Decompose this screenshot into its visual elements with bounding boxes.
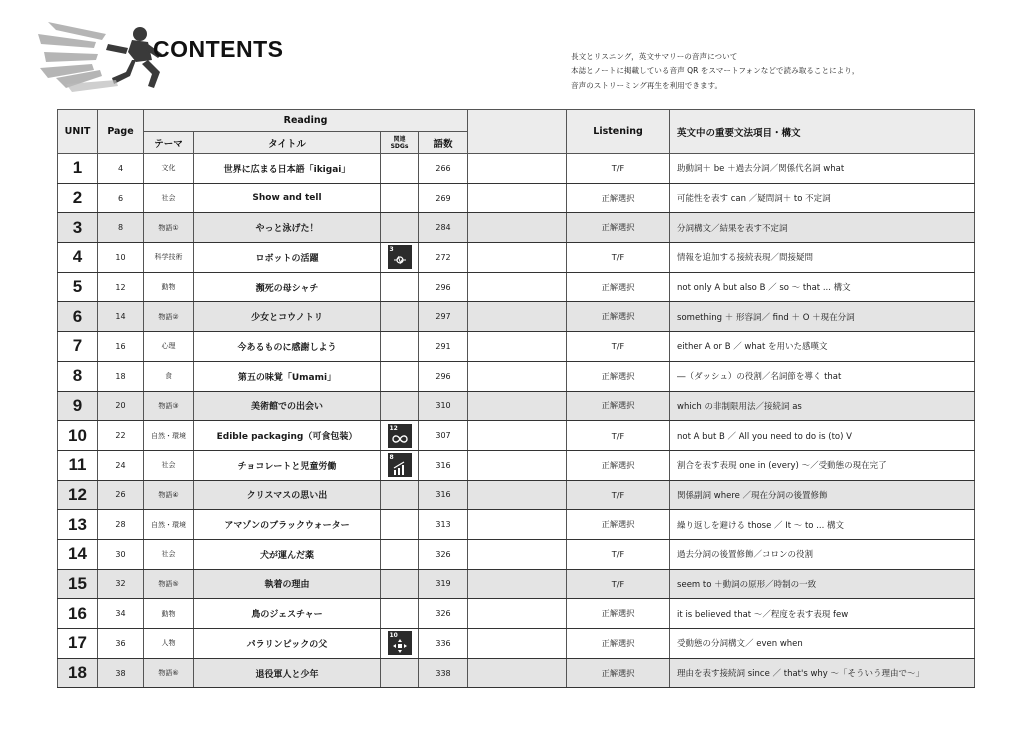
sdg-3-icon <box>388 245 412 269</box>
theme-cell: 物語③ <box>144 391 194 421</box>
theme-cell: 物語① <box>144 213 194 243</box>
listening-type: 正解選択 <box>567 658 670 688</box>
audio-notes <box>571 50 859 93</box>
grammar-points: something ＋ 形容詞／ find ＋ O ＋現在分詞 <box>670 302 975 332</box>
theme-cell: 自然・環境 <box>144 421 194 451</box>
grammar-points: 受動態の分詞構文／ even when <box>670 629 975 659</box>
reading-title: 美術館での出会い <box>194 391 381 421</box>
unit-number: 16 <box>58 599 98 629</box>
word-count: 307 <box>419 421 468 451</box>
sdg-cell <box>381 450 419 480</box>
sdg-number: 8 <box>389 454 394 462</box>
sdg-cell <box>381 510 419 540</box>
word-count: 336 <box>419 629 468 659</box>
blank-cell <box>468 243 567 273</box>
theme-cell: 物語⑤ <box>144 569 194 599</box>
sdg-cell <box>381 361 419 391</box>
table-row <box>58 510 975 540</box>
blank-cell <box>468 302 567 332</box>
theme-cell: 動物 <box>144 599 194 629</box>
reading-title: 犬が運んだ薬 <box>194 539 381 569</box>
sdg-cell <box>381 213 419 243</box>
word-count: 284 <box>419 213 468 243</box>
table-row <box>58 658 975 688</box>
sdg-cell <box>381 421 419 451</box>
word-count: 296 <box>419 272 468 302</box>
header-words: 語数 <box>419 132 468 154</box>
grammar-points: seem to ＋動詞の原形／時制の一致 <box>670 569 975 599</box>
listening-type: T/F <box>567 243 670 273</box>
theme-cell: 人物 <box>144 629 194 659</box>
sdg-number: 12 <box>389 424 398 432</box>
blank-cell <box>468 599 567 629</box>
page-number: 22 <box>98 421 144 451</box>
blank-cell <box>468 154 567 184</box>
table-row <box>58 391 975 421</box>
unit-number: 1 <box>58 154 98 184</box>
page-number: 20 <box>98 391 144 421</box>
grammar-points: ―（ダッシュ）の役割／名詞節を導く that <box>670 361 975 391</box>
unit-number: 10 <box>58 421 98 451</box>
word-count: 313 <box>419 510 468 540</box>
word-count: 272 <box>419 243 468 273</box>
word-count: 297 <box>419 302 468 332</box>
table-row <box>58 539 975 569</box>
grammar-points: not only A but also B ／ so 〜 that ... 構文 <box>670 272 975 302</box>
header-unit: UNIT <box>58 110 98 154</box>
sdg-cell <box>381 302 419 332</box>
theme-cell: 社会 <box>144 183 194 213</box>
grammar-points: 繰り返しを避ける those ／ It 〜 to ... 構文 <box>670 510 975 540</box>
listening-type: 正解選択 <box>567 599 670 629</box>
page-number: 8 <box>98 213 144 243</box>
theme-cell: 動物 <box>144 272 194 302</box>
grammar-points: 情報を追加する接続表現／間接疑問 <box>670 243 975 273</box>
grammar-points: 可能性を表す can ／疑問詞＋ to 不定詞 <box>670 183 975 213</box>
theme-cell: 社会 <box>144 539 194 569</box>
blank-cell <box>468 391 567 421</box>
header-reading: Reading <box>144 110 468 132</box>
reading-title: アマゾンのブラックウォーター <box>194 510 381 540</box>
unit-number: 15 <box>58 569 98 599</box>
page-title: CONTENTS <box>153 36 284 62</box>
unit-number: 4 <box>58 243 98 273</box>
unit-number: 11 <box>58 450 98 480</box>
theme-cell: 心理 <box>144 332 194 362</box>
page-number: 18 <box>98 361 144 391</box>
listening-type: T/F <box>567 332 670 362</box>
theme-cell: 自然・環境 <box>144 510 194 540</box>
theme-cell: 社会 <box>144 450 194 480</box>
sdg-number: 10 <box>389 632 398 640</box>
theme-cell: 食 <box>144 361 194 391</box>
reading-title: やっと泳げた！ <box>194 213 381 243</box>
word-count: 291 <box>419 332 468 362</box>
unit-number: 18 <box>58 658 98 688</box>
table-row <box>58 361 975 391</box>
table-row <box>58 243 975 273</box>
header-theme: テーマ <box>144 132 194 154</box>
reading-title: パラリンピックの父 <box>194 629 381 659</box>
header-listening: Listening <box>567 110 670 154</box>
word-count: 316 <box>419 480 468 510</box>
sdg-cell <box>381 183 419 213</box>
unit-number: 5 <box>58 272 98 302</box>
page-number: 26 <box>98 480 144 510</box>
blank-cell <box>468 539 567 569</box>
table-row <box>58 272 975 302</box>
reading-title: ロボットの活躍 <box>194 243 381 273</box>
listening-type: 正解選択 <box>567 510 670 540</box>
header-sdgs-line1: 関連 <box>393 135 406 143</box>
grammar-points: which の非制限用法／接続詞 as <box>670 391 975 421</box>
theme-cell: 物語② <box>144 302 194 332</box>
reading-title: 少女とコウノトリ <box>194 302 381 332</box>
table-row <box>58 480 975 510</box>
listening-type: T/F <box>567 539 670 569</box>
sdg-cell <box>381 658 419 688</box>
note-line: 長文とリスニング，英文サマリーの音声について <box>571 52 738 61</box>
note-line: 本誌とノートに掲載している音声 QR をスマートフォンなどで読み取ることにより， <box>571 66 860 76</box>
page-number: 38 <box>98 658 144 688</box>
sdg-cell <box>381 480 419 510</box>
sdg-cell <box>381 243 419 273</box>
reading-title: 退役軍人と少年 <box>194 658 381 688</box>
grammar-points: 助動詞＋ be ＋過去分詞／関係代名詞 what <box>670 154 975 184</box>
page-number: 28 <box>98 510 144 540</box>
listening-type: 正解選択 <box>567 183 670 213</box>
table-row <box>58 302 975 332</box>
table-row <box>58 332 975 362</box>
table-row <box>58 154 975 184</box>
word-count: 316 <box>419 450 468 480</box>
grammar-points: 割合を表す表現 one in (every) 〜／受動態の現在完了 <box>670 450 975 480</box>
theme-cell: 科学技術 <box>144 243 194 273</box>
unit-number: 12 <box>58 480 98 510</box>
word-count: 296 <box>419 361 468 391</box>
page-number: 16 <box>98 332 144 362</box>
blank-cell <box>468 658 567 688</box>
unit-number: 17 <box>58 629 98 659</box>
grammar-points: 理由を表す接続詞 since ／ that's why 〜「そういう理由で〜」 <box>670 658 975 688</box>
blank-cell <box>468 361 567 391</box>
grammar-points: either A or B ／ what を用いた感嘆文 <box>670 332 975 362</box>
word-count: 266 <box>419 154 468 184</box>
unit-number: 2 <box>58 183 98 213</box>
sdg-8-icon <box>388 453 412 477</box>
listening-type: 正解選択 <box>567 302 670 332</box>
sdg-cell <box>381 272 419 302</box>
sdg-12-icon <box>388 424 412 448</box>
listening-type: 正解選択 <box>567 629 670 659</box>
page-number: 4 <box>98 154 144 184</box>
unit-number: 3 <box>58 213 98 243</box>
grammar-points: 過去分詞の後置修飾／コロンの役割 <box>670 539 975 569</box>
page-number: 30 <box>98 539 144 569</box>
blank-cell <box>468 510 567 540</box>
unit-number: 14 <box>58 539 98 569</box>
sdg-cell <box>381 391 419 421</box>
blank-cell <box>468 450 567 480</box>
table-row <box>58 183 975 213</box>
listening-type: T/F <box>567 154 670 184</box>
listening-type: 正解選択 <box>567 391 670 421</box>
reading-title: チョコレートと児童労働 <box>194 450 381 480</box>
header-sdgs-line2: SDGs <box>390 142 409 150</box>
theme-cell: 物語④ <box>144 480 194 510</box>
table-row <box>58 629 975 659</box>
header-page: Page <box>98 110 144 154</box>
word-count: 319 <box>419 569 468 599</box>
sdg-cell <box>381 154 419 184</box>
sdg-cell <box>381 539 419 569</box>
listening-type: 正解選択 <box>567 213 670 243</box>
blank-cell <box>468 183 567 213</box>
reading-title: クリスマスの思い出 <box>194 480 381 510</box>
blank-cell <box>468 213 567 243</box>
blank-cell <box>468 421 567 451</box>
header-blank <box>468 110 567 154</box>
unit-number: 7 <box>58 332 98 362</box>
unit-number: 9 <box>58 391 98 421</box>
header-title: タイトル <box>194 132 381 154</box>
word-count: 326 <box>419 539 468 569</box>
sdg-cell <box>381 332 419 362</box>
sdg-cell <box>381 569 419 599</box>
blank-cell <box>468 332 567 362</box>
blank-cell <box>468 272 567 302</box>
page-number: 14 <box>98 302 144 332</box>
reading-title: 第五の味覚「Umami」 <box>194 361 381 391</box>
word-count: 310 <box>419 391 468 421</box>
listening-type: T/F <box>567 421 670 451</box>
reading-title: 鳥のジェスチャー <box>194 599 381 629</box>
sdg-cell <box>381 629 419 659</box>
page-number: 10 <box>98 243 144 273</box>
page-number: 24 <box>98 450 144 480</box>
listening-type: T/F <box>567 569 670 599</box>
listening-type: 正解選択 <box>567 450 670 480</box>
unit-number: 6 <box>58 302 98 332</box>
reading-title: Show and tell <box>194 183 381 213</box>
blank-cell <box>468 629 567 659</box>
grammar-points: it is believed that 〜／程度を表す表現 few <box>670 599 975 629</box>
reading-title: 今あるものに感謝しよう <box>194 332 381 362</box>
listening-type: 正解選択 <box>567 272 670 302</box>
reading-title: 世界に広まる日本語「ikigai」 <box>194 154 381 184</box>
listening-type: 正解選択 <box>567 361 670 391</box>
header-grammar: 英文中の重要文法項目・構文 <box>670 110 975 154</box>
table-row <box>58 450 975 480</box>
note-line: 音声のストリーミング再生を利用できます。 <box>571 80 723 90</box>
grammar-points: not A but B ／ All you need to do is (to) V <box>670 421 975 451</box>
word-count: 338 <box>419 658 468 688</box>
theme-cell: 物語⑥ <box>144 658 194 688</box>
blank-cell <box>468 480 567 510</box>
sdg-10-icon <box>388 631 412 655</box>
listening-type: T/F <box>567 480 670 510</box>
theme-cell: 文化 <box>144 154 194 184</box>
sdg-cell <box>381 599 419 629</box>
table-row <box>58 569 975 599</box>
page-number: 34 <box>98 599 144 629</box>
unit-number: 8 <box>58 361 98 391</box>
blank-cell <box>468 569 567 599</box>
page-number: 12 <box>98 272 144 302</box>
reading-title: Edible packaging（可食包装） <box>194 421 381 451</box>
word-count: 326 <box>419 599 468 629</box>
header-sdgs <box>381 132 419 154</box>
unit-number: 13 <box>58 510 98 540</box>
grammar-points: 分詞構文／結果を表す不定詞 <box>670 213 975 243</box>
page-number: 32 <box>98 569 144 599</box>
sdg-number: 3 <box>389 246 394 254</box>
contents-table <box>57 109 975 688</box>
page-number: 36 <box>98 629 144 659</box>
grammar-points: 関係副詞 where ／現在分詞の後置修飾 <box>670 480 975 510</box>
word-count: 269 <box>419 183 468 213</box>
table-row <box>58 599 975 629</box>
reading-title: 執着の理由 <box>194 569 381 599</box>
page-number: 6 <box>98 183 144 213</box>
reading-title: 瀕死の母シャチ <box>194 272 381 302</box>
table-row <box>58 213 975 243</box>
table-row <box>58 421 975 451</box>
